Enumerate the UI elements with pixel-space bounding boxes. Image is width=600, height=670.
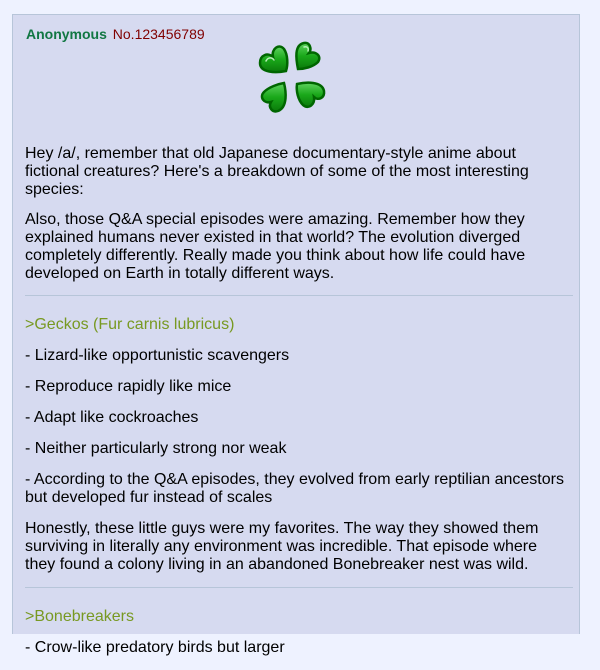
divider [25,295,573,296]
poster-name: Anonymous [26,26,107,42]
list-item: - Neither particularly strong nor weak [25,440,287,457]
section-comment-geckos: Honestly, these little guys were my favorites. The way they showed them surviving in literally any environment was incredible. That episode where they found a colony living in an abandoned Bonebreaker nest was wild. [25,520,539,573]
post-body [25,145,565,670]
list-item: - Reproduce rapidly like mice [25,378,232,395]
post-number-link[interactable]: No.123456789 [112,26,205,42]
section-heading-geckos: >Geckos (Fur carnis lubricus) [25,316,235,333]
list-item: - Lizard-like opportunistic scavengers [25,347,290,364]
divider [25,587,573,588]
list-item: - According to the Q&A episodes, they evolved from early reptilian ancestors but developed fur instead of scales [25,471,564,506]
section-heading-bonebreakers: >Bonebreakers [25,608,134,625]
four-leaf-clover-icon [246,33,336,123]
list-item: - Adapt like cockroaches [25,409,199,426]
intro-paragraph-1: Hey /a/, remember that old Japanese documentary-style anime about fictional creatures? Here's a breakdown of some of the most interesting species: [25,145,529,198]
list-item: - Crow-like predatory birds but larger [25,639,285,656]
intro-paragraph-2: Also, those Q&A special episodes were amazing. Remember how they explained humans never existed in that world? The evolution diverged completely differently. Really made you think about how life could have developed on Earth in totally different ways. [25,211,526,282]
